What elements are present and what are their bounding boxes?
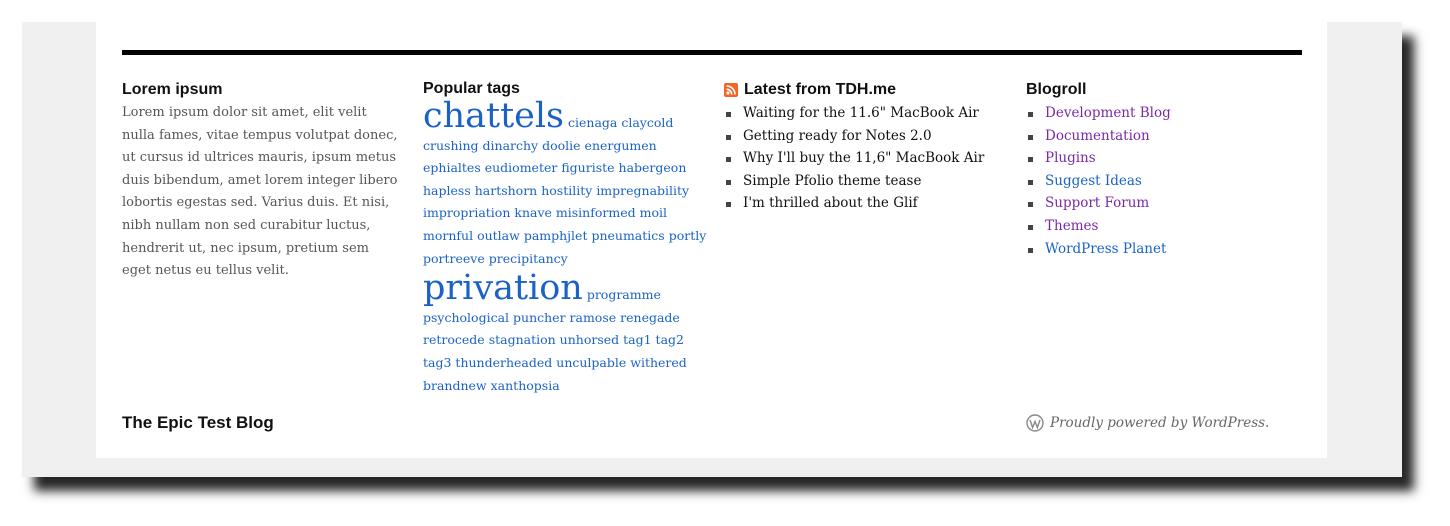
- tag-link[interactable]: puncher: [513, 309, 566, 325]
- powered-by: [1026, 414, 1269, 432]
- tag-link[interactable]: figuriste: [561, 160, 615, 176]
- blogroll-item: [1026, 102, 1302, 125]
- tag-link[interactable]: hartshorn: [474, 182, 538, 198]
- blogroll-item: [1026, 147, 1302, 170]
- tag-link[interactable]: ramose: [569, 309, 617, 325]
- blogroll-link[interactable]: Suggest Ideas: [1045, 172, 1142, 189]
- tag-link[interactable]: ephialtes: [423, 160, 481, 176]
- tag-link[interactable]: retrocede: [423, 332, 485, 348]
- tag-link[interactable]: brandnew: [423, 377, 487, 393]
- tag-link[interactable]: stagnation: [488, 332, 556, 348]
- tag-link[interactable]: energumen: [584, 137, 657, 153]
- blogroll-link[interactable]: Support Forum: [1045, 195, 1150, 212]
- rss-icon[interactable]: [724, 83, 738, 97]
- latest-item[interactable]: I'm thrilled about the Glif: [724, 192, 994, 215]
- site-title[interactable]: The Epic Test Blog: [122, 413, 274, 432]
- blogroll-item: [1026, 125, 1302, 148]
- tag-link[interactable]: hapless: [423, 182, 471, 198]
- widget-latest-feed: [724, 80, 994, 215]
- latest-list: [724, 102, 994, 215]
- tag-link[interactable]: unculpable: [556, 354, 627, 370]
- tag-link[interactable]: portreeve: [423, 250, 485, 266]
- tag-link[interactable]: doolie: [542, 137, 581, 153]
- latest-item[interactable]: Getting ready for Notes 2.0: [724, 125, 994, 148]
- tag-link[interactable]: tag2: [655, 332, 684, 348]
- widget-popular-tags: [423, 80, 708, 397]
- tag-link[interactable]: mornful: [423, 227, 474, 243]
- tag-link[interactable]: thunderheaded: [455, 354, 553, 370]
- tag-link[interactable]: impregnability: [596, 182, 690, 198]
- tag-link[interactable]: xanthopsia: [490, 377, 560, 393]
- tag-link[interactable]: misinformed: [555, 205, 636, 221]
- tag-link[interactable]: pamphjlet: [523, 227, 588, 243]
- tag-cloud: [423, 98, 708, 397]
- latest-item[interactable]: Waiting for the 11.6" MacBook Air: [724, 102, 994, 125]
- widget-lorem-ipsum: [122, 80, 402, 283]
- latest-title-text[interactable]: Latest from TDH.me: [744, 81, 897, 98]
- tag-link[interactable]: hostility: [541, 182, 593, 198]
- tag-link[interactable]: knave: [514, 205, 552, 221]
- widget-blogroll: [1026, 80, 1302, 260]
- blogroll-item: [1026, 215, 1302, 238]
- powered-text[interactable]: Proudly powered by WordPress.: [1050, 415, 1270, 431]
- widget-title-latest: [724, 80, 994, 100]
- blogroll-item: [1026, 170, 1302, 193]
- latest-item[interactable]: Why I'll buy the 11,6" MacBook Air: [724, 147, 994, 170]
- tag-link[interactable]: privation: [423, 268, 583, 309]
- tag-link[interactable]: portly: [668, 227, 707, 243]
- widget-title-blogroll: Blogroll: [1026, 81, 1087, 98]
- blogroll-list: [1026, 102, 1302, 260]
- tag-link[interactable]: eudiometer: [484, 160, 558, 176]
- tag-link[interactable]: outlaw: [477, 227, 520, 243]
- tag-link[interactable]: precipitancy: [488, 250, 568, 266]
- tag-link[interactable]: moil: [639, 205, 667, 221]
- tag-link[interactable]: claycold: [621, 115, 674, 130]
- blogroll-link[interactable]: Themes: [1045, 217, 1099, 234]
- blogroll-link[interactable]: WordPress Planet: [1045, 240, 1167, 257]
- blogroll-item: [1026, 238, 1302, 261]
- tag-link[interactable]: tag1: [623, 332, 652, 348]
- widget-title-tags: Popular tags: [423, 80, 520, 97]
- tag-link[interactable]: tag3: [423, 354, 452, 370]
- tag-link[interactable]: habergeon: [618, 160, 687, 176]
- tag-link[interactable]: cienaga: [568, 115, 618, 130]
- widget-title-lorem: Lorem ipsum: [122, 81, 223, 98]
- tag-link[interactable]: pneumatics: [591, 227, 665, 243]
- wordpress-logo-icon[interactable]: [1026, 414, 1044, 432]
- footer-top-rule: [122, 50, 1302, 55]
- blogroll-item: [1026, 192, 1302, 215]
- tag-link[interactable]: renegade: [620, 309, 680, 325]
- tag-link[interactable]: dinarchy: [482, 137, 539, 153]
- lorem-text: Lorem ipsum dolor sit amet, elit velit nulla fames, vitae tempus volutpat donec, ut cursus id ultrices mauris, ipsum metus duis bibendum, amet lorem integer libero lobortis egestas sed. Varius duis. Et nisi, nibh nullam non sed curabitur luctus, hendrerit ut, nec ipsum, pretium sem eget netus eu tellus velit.: [122, 105, 398, 279]
- blogroll-link[interactable]: Documentation: [1045, 127, 1150, 144]
- blogroll-link[interactable]: Plugins: [1045, 150, 1096, 167]
- tag-link[interactable]: programme: [586, 287, 661, 303]
- tag-link[interactable]: withered: [630, 354, 687, 370]
- tag-link[interactable]: crushing: [423, 137, 479, 153]
- latest-item[interactable]: Simple Pfolio theme tease: [724, 170, 994, 193]
- tag-link[interactable]: chattels: [423, 96, 565, 136]
- tag-link[interactable]: impropriation: [423, 205, 511, 221]
- blogroll-link[interactable]: Development Blog: [1045, 105, 1171, 121]
- tag-link[interactable]: unhorsed: [559, 332, 620, 348]
- tag-link[interactable]: psychological: [423, 309, 510, 325]
